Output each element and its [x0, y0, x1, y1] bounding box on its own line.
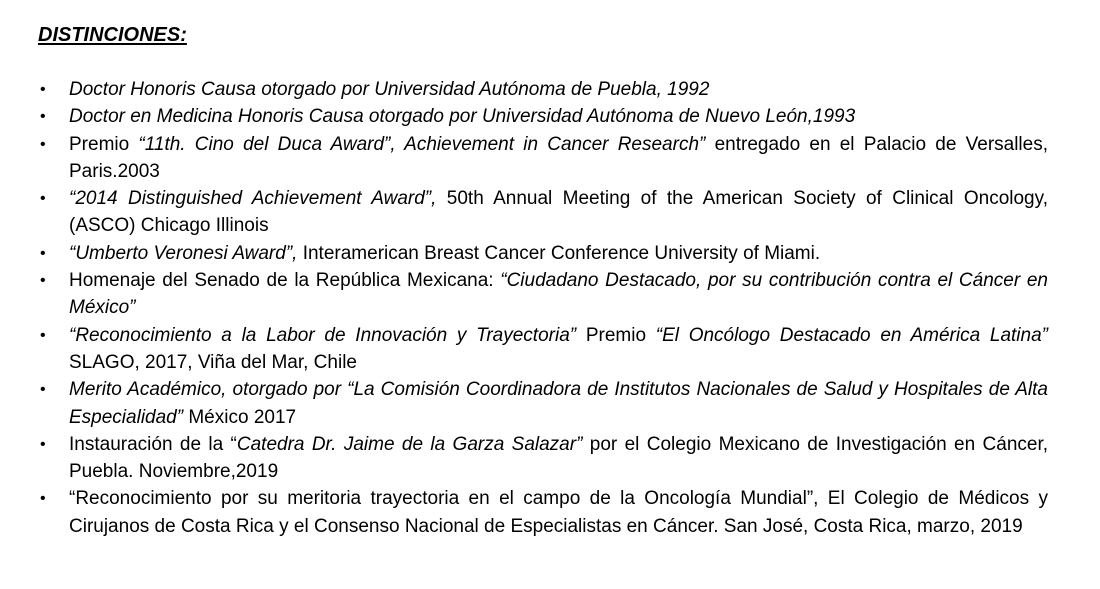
list-item [38, 267, 1048, 322]
item-text: Doctor Honoris Causa otorgado por Universidad Autónoma de Puebla, 1992 [69, 79, 710, 100]
item-text: Merito Académico, otorgado por “La Comisión Coordinadora de Institutos Nacionales de Salud y Hospitales de Alta Especialidad” [69, 379, 1048, 428]
bullet-icon: • [40, 326, 46, 344]
item-text: Catedra Dr. Jaime de la Garza Salazar” [236, 433, 583, 455]
item-text: SLAGO, 2017, Viña del Mar, Chile [69, 351, 357, 373]
item-text: “Umberto Veronesi Award”, [69, 242, 298, 264]
list-item [38, 431, 1048, 486]
bullet-icon: • [40, 244, 46, 262]
bullet-icon: • [40, 435, 46, 453]
item-text: Interamerican Breast Cancer Conference University of Miami. [297, 242, 821, 264]
item-text: Instauración de la “ [69, 433, 237, 455]
list-item [38, 376, 1048, 431]
item-text: “Reconocimiento a la Labor de Innovación y Trayectoria” [69, 324, 577, 346]
bullet-icon: • [40, 81, 46, 98]
item-text: “Ciudadano Destacado, por su contribución contra el Cáncer en México” [69, 270, 1048, 319]
list-item [38, 103, 1048, 130]
item-text: “11th. Cino del Duca Award”, Achievement in Cancer Research” [138, 133, 706, 155]
bullet-icon: • [40, 190, 46, 208]
item-text: “Reconocimiento por su meritoria trayectoria en el campo de la Oncología Mundial”, El Colegio de Médicos y Cirujanos de Costa Rica y el Consenso Nacional de Especialistas en Cáncer. San José, Costa Rica, marzo, 2019 [69, 488, 1048, 537]
item-text: por el Colegio Mexicano de Investigación en Cáncer, Puebla. Noviembre,2019 [69, 433, 1049, 483]
bullet-icon: • [40, 108, 46, 126]
item-text: Premio [576, 324, 656, 346]
list-item [38, 240, 1048, 267]
bullet-icon: • [40, 272, 46, 290]
list-item [38, 131, 1048, 186]
bullet-icon: • [40, 381, 46, 399]
item-text: 50th Annual Meeting of the American Society of Clinical Oncology, (ASCO) Chicago Illinois [69, 188, 1048, 237]
item-text: Homenaje del Senado de la República Mexicana: [69, 270, 501, 292]
item-text: entregado en el Palacio de Versalles, Paris.2003 [69, 133, 1048, 182]
document-body [38, 22, 1048, 540]
item-text: Doctor en Medicina Honoris Causa otorgado por Universidad Autónoma de Nuevo León,1993 [69, 106, 856, 128]
item-text: “El Oncólogo Destacado en América Latina” [655, 324, 1048, 346]
item-text: México 2017 [183, 406, 297, 428]
list-item [38, 485, 1048, 540]
list-item [38, 76, 1048, 103]
item-text: “2014 Distinguished Achievement Award”, [69, 188, 437, 210]
bullet-icon: • [40, 135, 46, 153]
list-item [38, 185, 1048, 240]
distinctions-list [38, 76, 1048, 540]
item-text: Premio [69, 133, 139, 155]
list-item [38, 322, 1048, 377]
bullet-icon: • [40, 490, 46, 508]
section-heading: DISTINCIONES: [38, 24, 187, 46]
